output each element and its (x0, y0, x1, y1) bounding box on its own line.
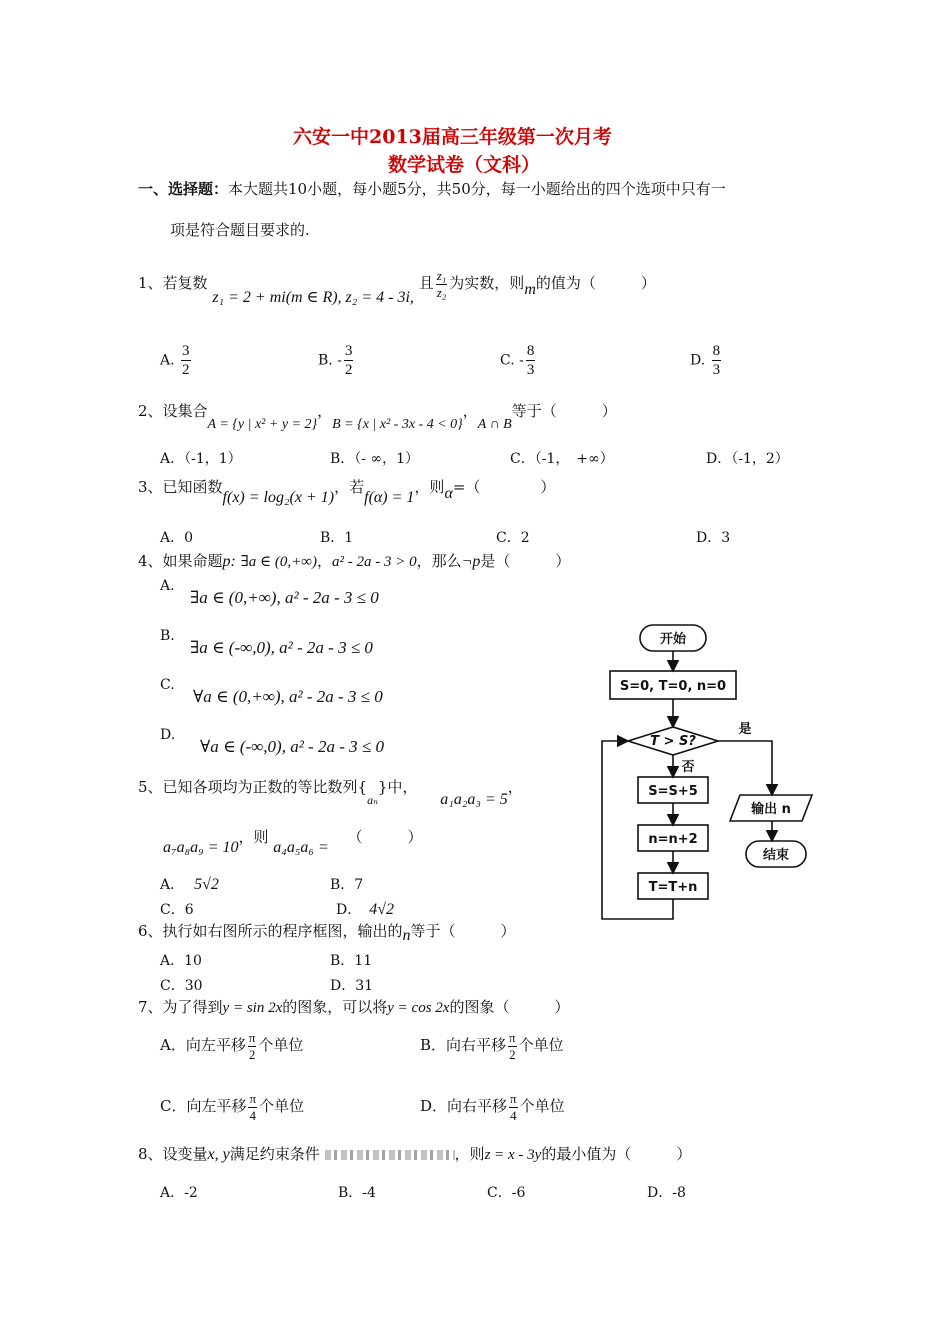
q6-option-b: B．11 (330, 953, 373, 969)
q1-opt-sign: - (519, 352, 524, 369)
q7-stem-c: 的图象（ ） (449, 998, 570, 1016)
q8-stem-c: ，则 (454, 1145, 485, 1163)
q5-eq1: a₁a₂a₃ = 5 (440, 791, 508, 808)
q8-option-c: C．-6 (487, 1185, 526, 1201)
q4-option-a-label: A. (160, 578, 175, 594)
q7-opt-label: D．向右平移 (420, 1097, 508, 1116)
q8-stem-a: 8、设变量 (138, 1145, 208, 1163)
q1-frac-den: z₂ (436, 284, 447, 300)
q4-stem-a: 4、如果命题 (138, 552, 223, 570)
q7-option-a (160, 1030, 303, 1062)
flow-yes-label: 是 (738, 722, 752, 737)
q7-opt-den: 2 (248, 1046, 256, 1062)
q2-set-b: B = {x | x² - 3x - 4 < 0} (332, 417, 463, 432)
q8-option-b: B．-4 (338, 1185, 376, 1201)
q7-opt-label: B．向右平移 (420, 1036, 507, 1055)
q7-opt-frac (248, 1030, 257, 1062)
q7-opt-tail: 个单位 (518, 1036, 564, 1055)
q7-opt-label: C．向左平移 (160, 1097, 247, 1116)
q8-vars: x, y (207, 1146, 230, 1163)
q1-opt-den: 2 (182, 362, 190, 378)
q3-function: f(x) = log₂(x + 1) (222, 489, 335, 506)
question-1 (138, 268, 656, 307)
q4-sep: ， (316, 552, 332, 570)
q7-opt-num: π (510, 1091, 517, 1106)
question-2 (138, 400, 617, 432)
q7-opt-tail: 个单位 (259, 1097, 305, 1116)
q4-option-a: ∃a ∈ (0,+∞), a² - 2a - 3 ≤ 0 (190, 588, 379, 607)
q2-option-d: D．（-1，2） (706, 451, 789, 467)
q4-option-c-label: C. (160, 677, 175, 693)
flow-no-label: 否 (681, 760, 695, 775)
question-5-line2 (163, 826, 423, 856)
q4-math2: a² - 2a - 3 > 0 (331, 554, 417, 570)
q5-option-b: B．7 (330, 877, 364, 893)
q1-opt-sign: - (337, 352, 342, 369)
flow-init-label: S=0, T=0, n=0 (619, 679, 727, 694)
q2-set-a: A = {y | x² + y = 2} (207, 417, 318, 432)
q3-option-c: C．2 (496, 530, 530, 546)
q7-option-c (160, 1091, 304, 1123)
q8-stem-b: 满足约束条件 (229, 1145, 320, 1163)
q5-option-d (336, 899, 394, 919)
q3-stem-a: 3、已知函数 (138, 478, 223, 496)
q1-opt-frac (181, 342, 191, 379)
q7-opt-frac (508, 1030, 517, 1062)
q4-negp: ¬p (461, 553, 481, 570)
q7-option-d (420, 1091, 565, 1123)
question-6 (138, 920, 516, 944)
q1-opt-label: B. (318, 352, 333, 369)
q5-sep: ， (507, 778, 523, 796)
q2-option-c: C．（-1， +∞） (510, 451, 614, 467)
q7-opt-tail: 个单位 (258, 1036, 304, 1055)
q7-stem-b: 的图象，可以将 (282, 998, 388, 1016)
q7-f1: y = sin 2x (222, 1000, 283, 1016)
q6-stem-b: 等于（ ） (410, 922, 516, 940)
q4-option-d: ∀a ∈ (-∞,0), a² - 2a - 3 ≤ 0 (200, 737, 384, 756)
q4-option-c: ∀a ∈ (0,+∞), a² - 2a - 3 ≤ 0 (193, 687, 383, 706)
q7-f2: y = cos 2x (387, 1000, 450, 1016)
q6-stem-a: 6、执行如右图所示的程序框图，输出的 (138, 922, 403, 940)
q1-stem-a: 1、若复数 (138, 274, 208, 293)
q1-opt-den: 3 (526, 362, 535, 378)
q1-option-a (160, 342, 193, 379)
q2-sep2: ， (462, 402, 478, 420)
q3-stem-b: ，若 (334, 478, 365, 496)
q1-stem-b: 且 (418, 274, 434, 293)
q7-opt-num: π (249, 1091, 257, 1106)
q1-opt-frac (344, 342, 354, 379)
q6-option-c: C．30 (160, 978, 203, 994)
q7-opt-label: A．向左平移 (160, 1036, 246, 1055)
q4-p: p: (222, 553, 236, 570)
question-3 (138, 476, 556, 506)
question-8 (138, 1143, 691, 1164)
q1-stem-c: 为实数，则 (449, 274, 525, 293)
page-title: 六安一中2013届高三年级第一次月考 (293, 126, 612, 148)
q3-option-d: D．3 (696, 530, 731, 546)
q8-stem-d: 的最小值为（ ） (541, 1145, 692, 1163)
flow-step2-label: n=n+2 (648, 832, 698, 847)
section-label: 一、选择题： (138, 180, 229, 198)
q5-opt-a-math: 5√2 (194, 876, 219, 893)
q1-frac-num: z₁ (436, 268, 447, 283)
q1-opt-label: A. (160, 352, 175, 369)
q7-opt-num: π (248, 1030, 256, 1045)
flow-output-label: 输出 n (751, 802, 791, 817)
q1-stem-d: 的值为（ ） (535, 274, 656, 293)
flow-yes-branch (718, 741, 772, 795)
q1-option-c (500, 342, 537, 379)
q5-stem-c: ，则 (238, 828, 269, 846)
q3-option-a: A．0 (160, 530, 194, 546)
q5-opt-label: A． (160, 877, 185, 893)
q2-option-a: A．（-1，1） (160, 451, 242, 467)
question-5 (138, 776, 523, 808)
q1-option-d (690, 342, 723, 379)
q7-opt-frac (509, 1091, 518, 1123)
q6-option-d: D．31 (330, 978, 374, 994)
q3-alpha: α (444, 485, 453, 502)
q1-fraction (436, 268, 448, 300)
q1-math: z₁ = 2 + mi(m ∈ R), z₂ = 4 - 3i, (212, 289, 414, 307)
q5-opt-label: D． (336, 902, 362, 918)
q7-opt-den: 4 (249, 1107, 257, 1123)
q4-stem-c: 是（ ） (480, 552, 571, 570)
q5-option-c: C．6 (160, 902, 194, 918)
q2-option-b: B．（- ∞，1） (330, 451, 420, 467)
question-4 (138, 550, 570, 571)
q1-opt-label: D. (690, 352, 706, 369)
q5-stem-b: }中， (377, 778, 418, 796)
q8-objective: z = x - 3y (484, 1147, 542, 1163)
section-intro-line2: 项是符合题目要求的. (170, 221, 310, 239)
q5-eq2: a₇a₈a₉ = 10 (163, 839, 239, 856)
q6-option-a: A．10 (160, 953, 202, 969)
q1-opt-num: 8 (526, 343, 535, 359)
q4-math1: ∃a ∈ (0,+∞) (240, 554, 317, 570)
flow-start-label: 开始 (659, 632, 687, 647)
q1-opt-frac (712, 342, 722, 379)
q5-eq3: a₄a₅a₆ = (273, 839, 329, 856)
q1-opt-den: 2 (344, 362, 353, 378)
q2-stem-b: 等于（ ） (511, 402, 617, 420)
q2-stem-a: 2、设集合 (138, 402, 208, 420)
flow-condition-label: T > S? (650, 734, 696, 749)
q2-sep: ， (317, 402, 333, 420)
q1-m: m (524, 281, 536, 299)
section-intro (138, 178, 726, 199)
q3-option-b: B．1 (320, 530, 354, 546)
q1-opt-num: 3 (182, 343, 190, 359)
q1-opt-label: C. (500, 352, 515, 369)
q3-stem-d: =（ ） (452, 478, 556, 496)
q4-option-b-label: B. (160, 628, 175, 644)
q5-option-a (160, 874, 219, 894)
q8-option-a: A．-2 (160, 1185, 198, 1201)
flow-step1-label: S=S+5 (648, 784, 698, 799)
q2-intersection: A ∩ B (477, 417, 512, 432)
q1-opt-frac (526, 342, 536, 379)
q4-option-b: ∃a ∈ (-∞,0), a² - 2a - 3 ≤ 0 (190, 638, 373, 657)
q7-stem-a: 7、为了得到 (138, 998, 223, 1016)
q3-stem-c: ，则 (414, 478, 445, 496)
q1-opt-den: 3 (712, 362, 721, 378)
q7-opt-frac (248, 1091, 257, 1123)
flowchart (590, 615, 820, 925)
flow-end-label: 结束 (762, 848, 790, 863)
q4-option-d-label: D. (160, 727, 176, 743)
section-intro-line1: 本大题共10小题，每小题5分，共50分，每一小题给出的四个选项中只有一 (228, 180, 726, 198)
q7-opt-den: 2 (509, 1046, 516, 1062)
q5-an: aₙ (367, 793, 378, 807)
q4-stem-b: ，那么 (416, 552, 462, 570)
question-7 (138, 996, 569, 1017)
flow-step3-label: T=T+n (648, 880, 698, 895)
q8-option-d: D．-8 (647, 1185, 686, 1201)
q7-option-b (420, 1030, 564, 1062)
q1-opt-num: 3 (344, 343, 353, 359)
q1-option-b (318, 342, 355, 379)
q3-condition: f(α) = 1 (364, 489, 415, 506)
q7-opt-tail: 个单位 (519, 1097, 565, 1116)
page-subtitle: 数学试卷（文科） (388, 154, 541, 176)
q5-opt-d-math: 4√2 (369, 901, 395, 918)
q7-opt-den: 4 (510, 1107, 517, 1123)
q8-constraints-image (325, 1150, 455, 1160)
q5-blank: （ ） (347, 828, 423, 846)
q1-opt-num: 8 (712, 343, 721, 359)
q7-opt-num: π (509, 1030, 516, 1045)
q6-n: n (402, 927, 411, 944)
q5-stem-a: 5、已知各项均为正数的等比数列{ (138, 778, 368, 796)
